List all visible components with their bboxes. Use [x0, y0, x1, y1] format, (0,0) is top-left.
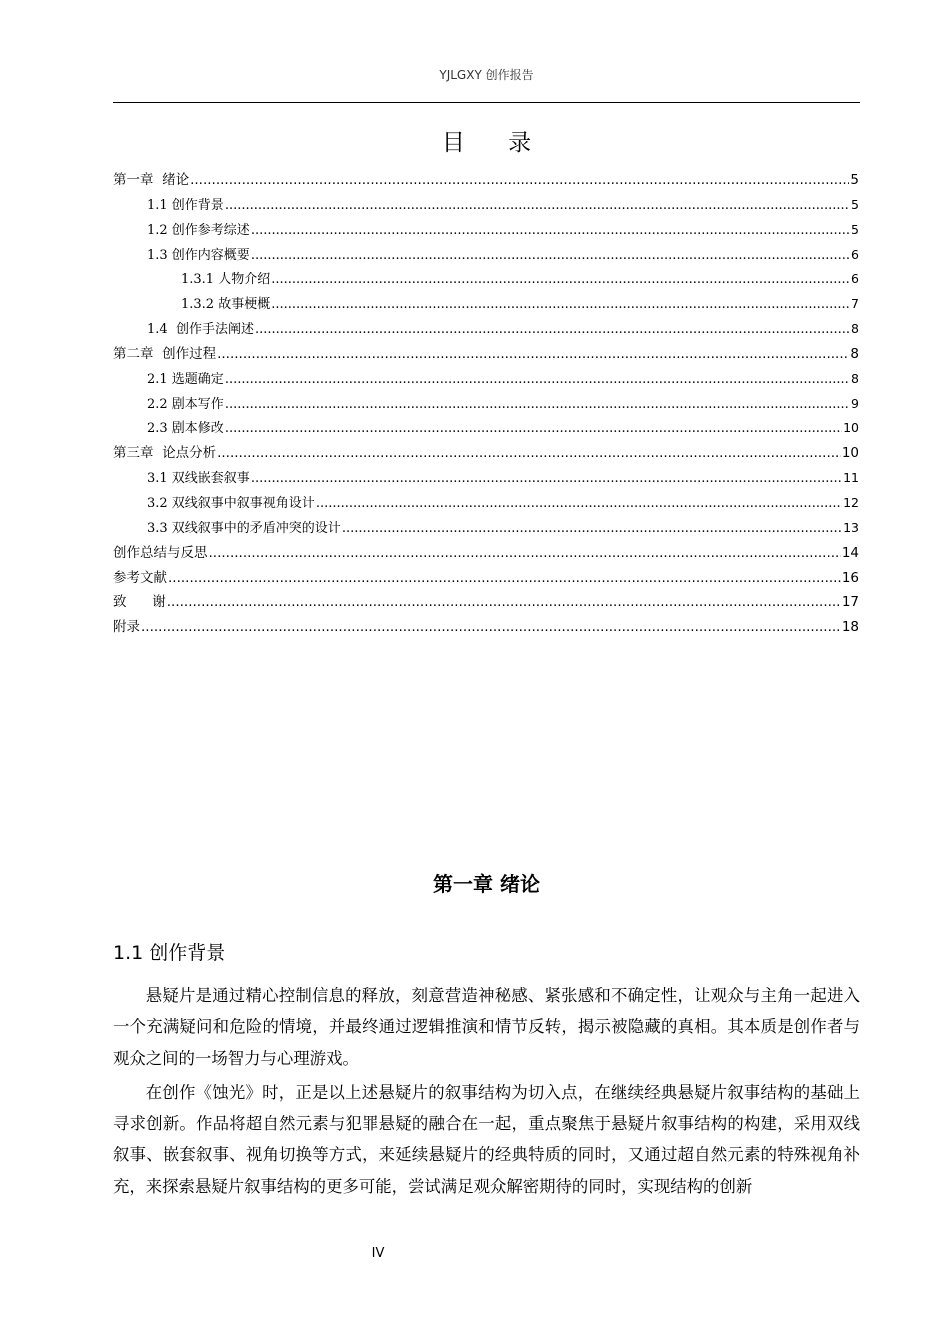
toc-entry-text: 附录 [113, 619, 140, 636]
toc-entry-text: 1.4 创作手法阐述 [147, 322, 254, 338]
toc-entry[interactable] [113, 516, 859, 541]
toc-entry-text: 第三章 论点分析 [113, 445, 217, 462]
toc-entry[interactable] [113, 193, 859, 218]
toc-leader-dots [141, 615, 841, 640]
toc-leader-dots [316, 492, 842, 516]
toc-entry[interactable] [113, 566, 859, 591]
toc-entry[interactable] [113, 168, 859, 193]
toc-entry-text: 3.1 双线嵌套叙事 [147, 471, 250, 487]
paragraph: 悬疑片是通过精心控制信息的释放，刻意营造神秘感、紧张感和不确定性，让观众与主角一起进入一个充满疑问和危险的情境，并最终通过逻辑推演和情节反转，揭示被隐藏的真相。其本质是创作者与观众之间的一场智力与心理游戏。 [113, 986, 860, 1068]
toc-entry-text: 1.3.1 人物介绍 [181, 272, 271, 288]
toc-leader-dots [271, 293, 850, 317]
toc-leader-dots [225, 417, 842, 441]
toc-entry[interactable] [113, 243, 859, 268]
toc-entry-text: 2.3 剧本修改 [147, 421, 224, 437]
toc-entry-page: 16 [841, 569, 859, 586]
toc-entry-page: 10 [843, 420, 859, 436]
toc-entry-page: 7 [851, 296, 859, 312]
toc-entry[interactable] [113, 541, 859, 566]
toc-entry-text: 1.2 创作参考综述 [147, 222, 250, 238]
toc-title: 目 录 [441, 130, 550, 156]
toc-entry-page: 12 [843, 494, 859, 510]
toc-leader-dots [167, 590, 841, 615]
toc-entry-page: 18 [841, 619, 859, 636]
toc-leader-dots [217, 441, 841, 466]
toc-entry[interactable] [113, 267, 859, 292]
toc-leader-dots [168, 566, 841, 591]
toc-entry-page: 8 [851, 370, 859, 386]
toc-entry-text: 1.3.2 故事梗概 [181, 297, 271, 313]
toc-entry[interactable] [113, 367, 859, 392]
toc-leader-dots [342, 517, 842, 541]
toc-entry[interactable] [113, 466, 859, 491]
page-header: YJLGXY 创作报告 [439, 68, 534, 82]
toc-entry-page: 13 [843, 519, 859, 535]
table-of-contents [113, 168, 859, 640]
toc-entry-text: 参考文献 [113, 569, 167, 586]
toc-entry[interactable] [113, 218, 859, 243]
toc-entry-page: 8 [850, 345, 859, 362]
toc-entry-text: 3.2 双线叙事中叙事视角设计 [147, 495, 315, 511]
toc-entry[interactable] [113, 590, 859, 615]
toc-entry-page: 6 [851, 246, 859, 262]
toc-entry[interactable] [113, 317, 859, 342]
toc-entry[interactable] [113, 416, 859, 441]
toc-entry-text: 1.1 创作背景 [147, 197, 224, 213]
toc-entry[interactable] [113, 491, 859, 516]
section-title: 1.1 创作背景 [113, 942, 226, 964]
toc-leader-dots [251, 244, 850, 268]
toc-leader-dots [225, 194, 850, 218]
toc-entry[interactable] [113, 292, 859, 317]
toc-leader-dots [209, 541, 841, 566]
toc-entry-text: 2.1 选题确定 [147, 371, 224, 387]
page-number: IV [371, 1246, 385, 1261]
toc-leader-dots [251, 467, 842, 491]
toc-entry-text: 第二章 创作过程 [113, 345, 217, 362]
paragraph: 在创作《蚀光》时，正是以上述悬疑片的叙事结构为切入点，在继续经典悬疑片叙事结构的基础上寻求创新。作品将超自然元素与犯罪悬疑的融合在一起，重点聚焦于悬疑片叙事结构的构建，采用双线叙事、嵌套叙事、视角切换等方式，来延续悬疑片的经典特质的同时，又通过超自然元素的特殊视角补充，来探索悬疑片叙事结构的更多可能，尝试满足观众解密期待的同时，实现结构的创新 [113, 1082, 860, 1196]
toc-entry-text: 3.3 双线叙事中的矛盾冲突的设计 [147, 520, 341, 536]
toc-entry[interactable] [113, 392, 859, 417]
toc-entry-page: 8 [851, 321, 859, 337]
toc-leader-dots [271, 268, 850, 292]
header-divider [113, 102, 860, 103]
toc-entry-page: 11 [843, 470, 859, 486]
toc-entry-text: 2.2 剧本写作 [147, 396, 224, 412]
toc-entry[interactable] [113, 441, 859, 466]
body-text [113, 980, 860, 1205]
toc-entry-page: 10 [841, 445, 859, 462]
toc-leader-dots [217, 342, 849, 367]
toc-entry[interactable] [113, 342, 859, 367]
toc-entry-text: 第一章 绪论 [113, 172, 190, 188]
toc-entry-page: 5 [851, 196, 859, 212]
toc-entry-text: 创作总结与反思 [113, 544, 208, 561]
toc-entry[interactable] [113, 615, 859, 640]
toc-entry-page: 6 [851, 271, 859, 287]
toc-entry-page: 14 [841, 544, 859, 561]
toc-entry-text: 致 谢 [113, 594, 166, 611]
toc-entry-page: 17 [841, 594, 859, 611]
toc-leader-dots [225, 393, 850, 417]
toc-leader-dots [225, 368, 850, 392]
toc-leader-dots [190, 168, 849, 193]
toc-leader-dots [255, 318, 850, 342]
toc-entry-page: 5 [850, 172, 859, 188]
toc-entry-text: 1.3 创作内容概要 [147, 247, 250, 263]
toc-leader-dots [251, 219, 850, 243]
toc-entry-page: 9 [851, 395, 859, 411]
chapter-title: 第一章 绪论 [433, 872, 540, 896]
toc-entry-page: 5 [851, 221, 859, 237]
